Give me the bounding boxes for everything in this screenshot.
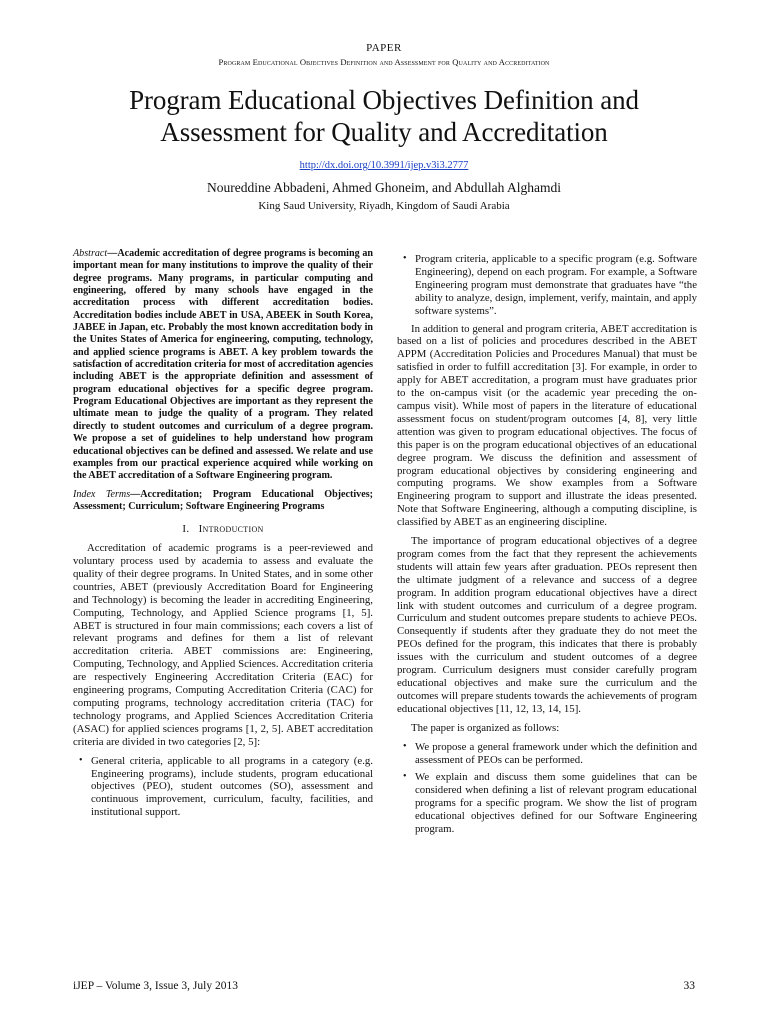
abstract-label: Abstract	[73, 248, 108, 259]
index-terms-label: Index Terms	[73, 488, 131, 500]
running-title: Program Educational Objectives Definition and Assessment for Quality and Accreditation	[218, 57, 550, 67]
section-heading	[73, 523, 373, 536]
paper-title	[0, 84, 768, 148]
body-paragraph: In addition to general and program criteria, ABET accreditation is based on a list of policies and procedures described in the ABET APPM (Accreditation Policies and Procedures Manual) that must be satisfied in order to fulfill accreditation [3]. For example, in order to apply for ABET accreditation, a program must have graduates prior to the on-campus visit (or the academic year preceding the on-campus visit). While most of papers in the literature of educational assessment focus on student/program outcomes [4, 8], very little attention was given to program educational objectives. The focus of this paper is on the program educational objectives of an educational degree program. We discuss the definition and assessment of program educational objectives by considering engineering and computing programs. We show examples from a Software Engineering program to support and illustrate the ideas presented. Note that Software Engineering, although a computing discipline, is classified by ABET as an engineering discipline.	[397, 322, 697, 529]
bullet-item	[397, 741, 697, 767]
body-paragraph: The paper is organized as follows:	[411, 721, 560, 734]
doi-link[interactable]: http://dx.doi.org/10.3991/ijep.v3i3.2777	[299, 160, 469, 171]
bullet-icon: •	[403, 740, 407, 752]
body-paragraph: The importance of program educational objectives of a degree program comes from the fact that they represent the achievements students will attain few years after graduation. PEOs represent then the ultimate judgment of a relevance and success of a degree program. In addition program educational objectives have a direct link with student outcomes and curriculum of a degree program. Curriculum and student outcomes prepare students to achieve PEOs. Consequently if students after they graduate they do not meet the PEOs defined for the program, this indicates that there is probably issues with the curriculum and student outcomes of a degree program. Curriculum designers must consider carefully program educational objectives and make sure the curriculum and the outcomes will prepare students towards the achievements of program educational objectives [11, 12, 13, 14, 15].	[397, 535, 697, 715]
bullet-item	[397, 253, 697, 318]
index-terms-text: —Accreditation; Program Educational Objectives; Assessment; Curriculum; Software Engineering Programs	[73, 488, 373, 512]
body-paragraph: Accreditation of academic programs is a peer-reviewed and voluntary process used by academia to assess and evaluate the quality of their degree programs. In United States, and in some other countries, ABET (previously Accreditation Board for Engineering and Technology) is becoming the leader in accrediting Engineering, Computing, Technology, and Applied Science programs [1, 5]. ABET is structured in four main commissions; each covers a list of relevant programs and defines for them a list of relevant accreditation criteria. ABET commissions are: Engineering, Computing, Technology, and Applied Sciences. Accreditation criteria are respectively Engineering Accreditation Criteria (EAC) for engineering programs, Computing Accreditation Criteria (CAC) for computing programs, technology accreditation criteria (TAC) for technology programs, and Applied Sciences Accreditation Criteria (ASAC) for applied sciences programs [1, 2, 5]. ABET accreditation criteria are divided in two categories [2, 5]:	[73, 542, 373, 748]
affiliation: King Saud University, Riyadh, Kingdom of Saudi Arabia	[258, 200, 510, 212]
bullet-icon: •	[403, 253, 407, 264]
section-title: Introduction	[198, 523, 264, 536]
bullet-text: Program criteria, applicable to a specific program (e.g. Software Engineering), depend on each program. For example, a Software Engineering program must demonstrate that graduates have “the ability to analyze, design, implement, verify, maintain, and apply software systems”.	[415, 253, 697, 317]
bullet-text: We explain and discuss them some guidelines that can be considered when defining a list of relevant program educational programs for a specific program. We show the list of program educational objectives defined for our Software Engineering program.	[415, 771, 697, 836]
index-terms	[73, 489, 373, 514]
paper-kind-label: PAPER	[366, 42, 402, 54]
author-list: Noureddine Abbadeni, Ahmed Ghoneim, and Abdullah Alghamdi	[207, 180, 561, 195]
bullet-text: General criteria, applicable to all programs in a category (e.g. Engineering programs), include students, program educational objectives (PEO), student outcomes (SO), assessment and continuous improvement, curriculum, faculty, facilities, and institutional support.	[91, 754, 373, 819]
bullet-item	[397, 771, 697, 836]
section-number: I.	[182, 523, 190, 536]
bullet-icon: •	[403, 771, 407, 783]
paper-title-line-2: Assessment for Quality and Accreditation	[160, 117, 608, 147]
bullet-icon: •	[79, 754, 83, 766]
abstract	[73, 248, 373, 483]
left-column	[73, 248, 373, 824]
abstract-text: —Academic accreditation of degree programs is becoming an important mean for many institutions to improve the quality of their degree programs. Many programs, in particular computing and engineering, offered by many schools have engaged in the accreditation process with different accreditation bodies. Accreditation bodies include ABET in USA, ABEEK in South Korea, JABEE in Japan, etc. Probably the most known accreditation body in the Unites States of America for engineering, computing, technology, and applied science programs is ABET. A key problem towards the satisfaction of accreditation criteria for most of accreditation agencies including ABET is the appropriate definition and assessment of program educational objectives for a specific degree program. Program Educational Objectives are important as they represent the ultimate mean to judge the quality of a program. They related directly to student outcomes and curriculum of a degree program. We propose a set of guidelines to help understand how program educational objectives can be defined and assessed. We relate and use examples from our practical experience acquired while working on the ABET accreditation of a Software Engineering program.	[73, 248, 373, 482]
bullet-text: We propose a general framework under which the definition and assessment of PEOs can be performed.	[415, 740, 697, 766]
paper-title-line-1: Program Educational Objectives Definition and	[129, 85, 639, 115]
footer-journal: iJEP – Volume 3, Issue 3, July 2013	[73, 980, 238, 992]
page-number: 33	[683, 980, 695, 992]
right-column	[397, 253, 697, 841]
bullet-item	[73, 755, 373, 820]
